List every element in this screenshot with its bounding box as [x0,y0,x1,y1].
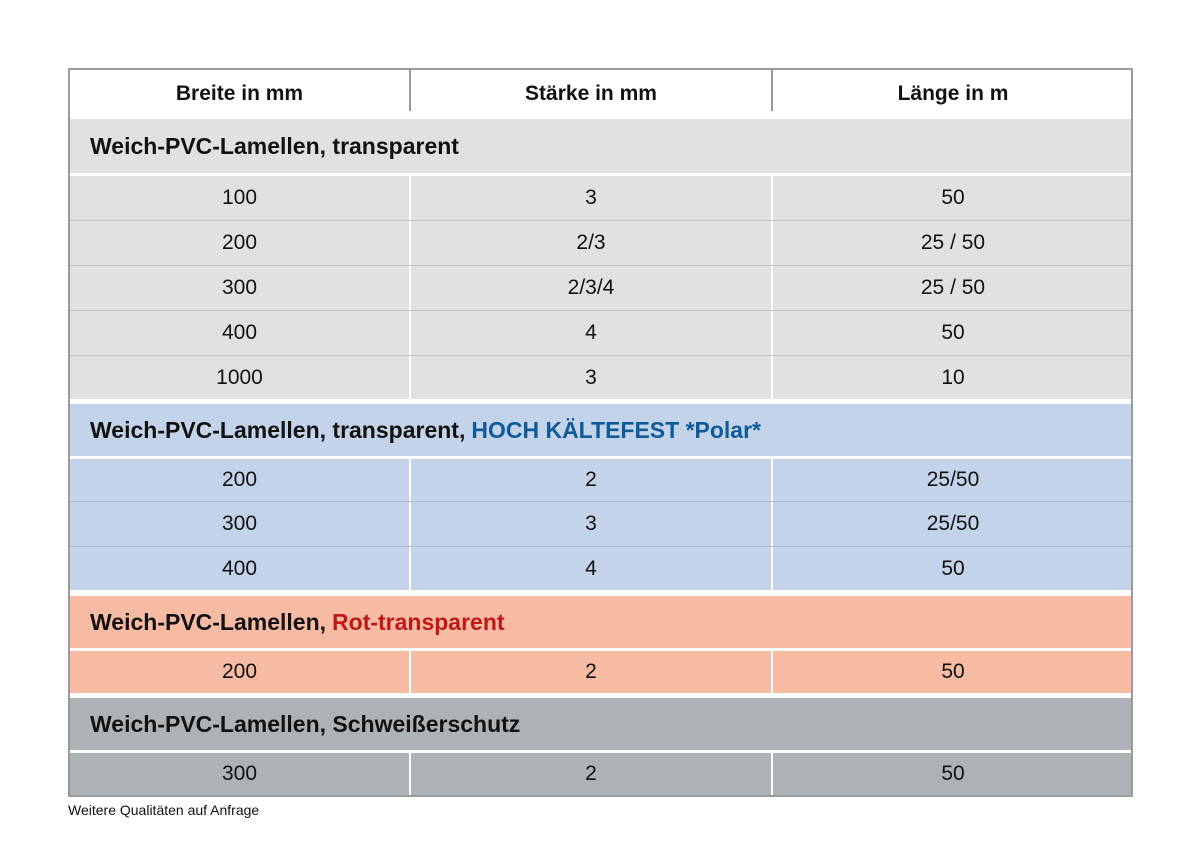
cell-staerke: 2 [585,468,597,491]
column-divider [409,753,411,795]
cell-staerke: 2 [585,660,597,683]
column-header-laenge: Länge in m [897,81,1009,105]
table-header [70,70,1131,117]
section-highlight: HOCH KÄLTEFEST *Polar* [471,416,761,443]
cell-laenge: 25 / 50 [920,231,986,254]
cell-breite: 300 [221,276,258,299]
column-header-breite: Breite in mm [175,81,304,105]
column-divider [409,356,411,399]
column-divider [409,651,411,693]
column-divider [409,176,411,220]
cell-laenge: 25 / 50 [920,276,986,299]
section-header-transparent [70,119,1131,173]
cell-laenge: 25/50 [926,468,980,491]
column-divider [409,459,411,501]
column-divider [771,356,773,399]
cell-laenge: 10 [941,365,965,389]
table-row [70,173,1131,220]
footnote: Weitere Qualitäten auf Anfrage [68,802,260,818]
section-title: Weich-PVC-Lamellen, transparent, HOCH KÄLTEFEST *Polar* [90,416,761,443]
table-row [70,750,1131,795]
column-header-staerke: Stärke in mm [525,81,657,105]
column-divider [409,311,411,355]
cell-breite: 300 [221,762,258,785]
cell-laenge: 50 [941,762,965,785]
cell-breite: 200 [221,468,258,491]
cell-laenge: 50 [941,321,965,344]
section-header-rot [70,596,1131,648]
cell-laenge: 50 [941,660,965,683]
cell-breite: 200 [221,660,258,683]
cell-laenge: 25/50 [926,512,980,535]
cell-staerke: 3 [585,186,597,209]
cell-staerke: 2 [585,762,597,785]
column-divider [409,266,411,310]
cell-staerke: 4 [585,556,597,580]
cell-breite: 1000 [216,365,263,389]
section-title: Weich-PVC-Lamellen, transparent [90,132,459,159]
cell-staerke: 2/3 [576,231,606,254]
table-row [70,220,1131,265]
section-header-schweisserschutz [70,698,1131,750]
table-row [70,310,1131,355]
column-divider [771,547,773,590]
cell-staerke: 2/3/4 [567,276,615,299]
column-divider [771,311,773,355]
cell-breite: 400 [221,556,258,580]
cell-laenge: 50 [941,556,965,580]
section-title: Weich-PVC-Lamellen, Rot-transparent [90,608,505,635]
product-table [68,68,1133,797]
table-row [70,456,1131,501]
cell-staerke: 3 [585,365,597,389]
column-divider [771,502,773,546]
cell-breite: 100 [221,186,258,209]
table-row [70,501,1131,546]
column-divider [771,176,773,220]
section-highlight: Rot-transparent [332,608,505,635]
section-title: Weich-PVC-Lamellen, Schweißerschutz [90,710,521,737]
table-row [70,546,1131,590]
table-row [70,265,1131,310]
table-row [70,355,1131,399]
column-divider [771,753,773,795]
cell-breite: 400 [221,321,258,344]
cell-laenge: 50 [941,186,965,209]
section-header-polar [70,404,1131,456]
column-divider [771,459,773,501]
column-divider [771,651,773,693]
column-divider [771,70,773,111]
column-divider [771,221,773,265]
cell-breite: 300 [221,512,258,535]
column-divider [771,266,773,310]
cell-breite: 200 [221,231,258,254]
column-divider [409,502,411,546]
cell-staerke: 3 [585,512,597,535]
column-divider [409,70,411,111]
column-divider [409,547,411,590]
table-row [70,648,1131,693]
cell-staerke: 4 [585,321,597,344]
column-divider [409,221,411,265]
